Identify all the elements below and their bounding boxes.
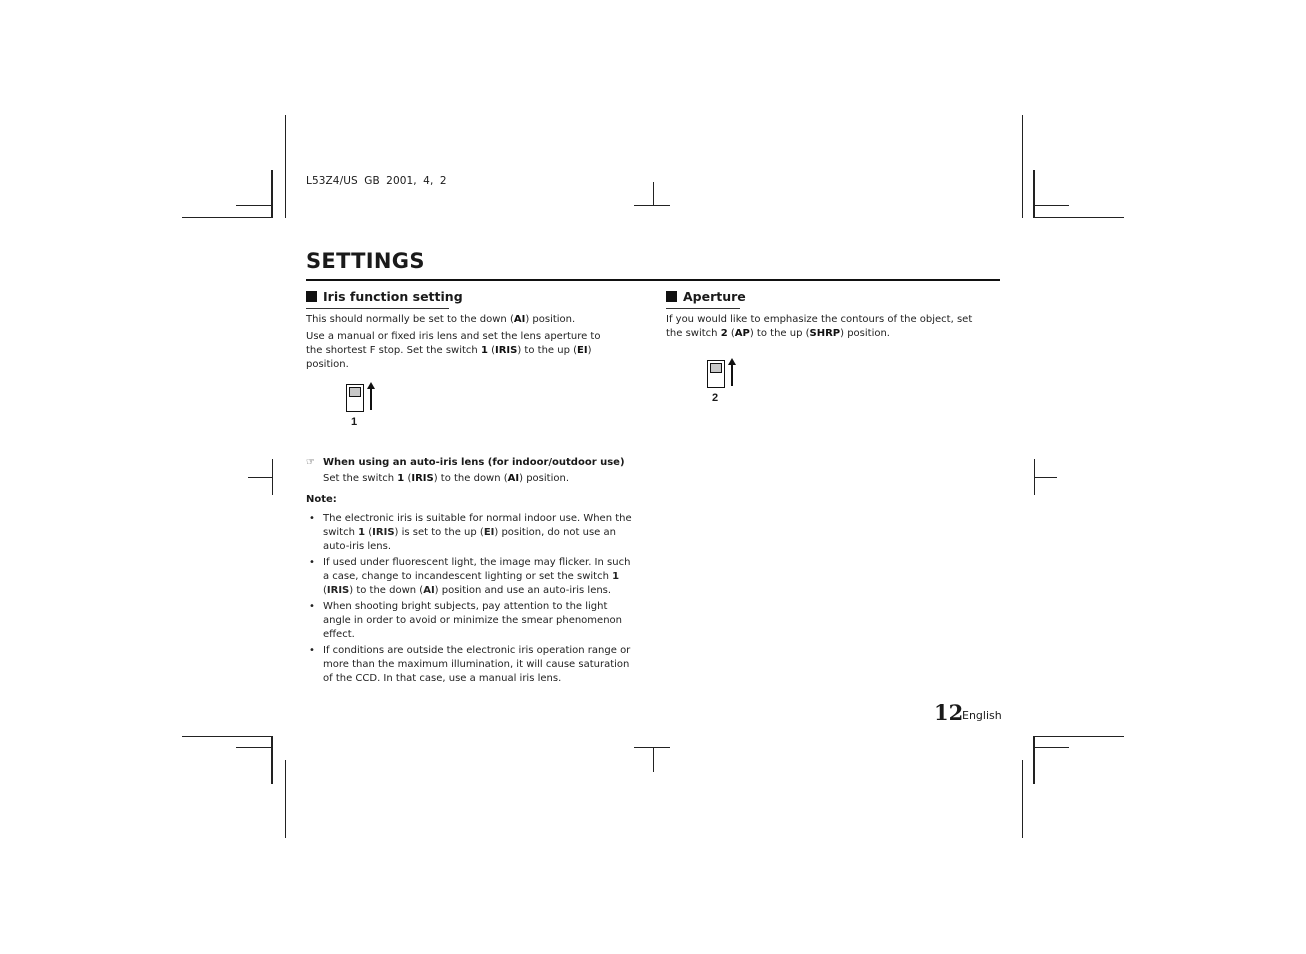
page-title: SETTINGS xyxy=(306,249,425,273)
crop-mark xyxy=(1033,170,1035,218)
iris-paragraph-2: Use a manual or fixed iris lens and set the lens aperture to the shortest F stop. Set the switch 1 (IRIS) to the up (EI) position. xyxy=(306,331,601,370)
crop-mark xyxy=(1022,115,1023,218)
bullet-icon: • xyxy=(309,601,315,612)
crop-mark xyxy=(285,760,286,838)
crop-mark xyxy=(271,170,273,218)
list-item: • If conditions are outside the electronic iris operation range or more than the maximum illumination, it will cause saturation of the CCD. In that case, use a manual iris lens. xyxy=(309,645,631,684)
bullet-icon: • xyxy=(309,557,315,568)
bullet-icon: • xyxy=(309,513,315,524)
up-arrow-icon xyxy=(370,386,372,410)
hint-heading: When using an auto-iris lens (for indoor/outdoor use) xyxy=(323,457,625,468)
list-item: • If used under fluorescent light, the image may flicker. In such a case, change to incandescent lighting or set the switch 1 (IRIS) to the down (AI) position and use an auto-iris lens. xyxy=(309,557,631,596)
crop-mark xyxy=(1033,736,1035,784)
registration-mark xyxy=(634,205,670,206)
list-item: • When shooting bright subjects, pay attention to the light angle in order to avoid or minimize the smear phenomenon effect. xyxy=(309,601,622,640)
switch-number-label: 2 xyxy=(712,392,719,404)
page-language: English xyxy=(962,709,1002,722)
list-item: • The electronic iris is suitable for normal indoor use. When the switch 1 (IRIS) is set to the up (EI) position, do not use an auto-iris lens. xyxy=(309,513,632,552)
bullet-icon: • xyxy=(309,645,315,656)
crop-mark xyxy=(271,736,273,784)
aperture-section-heading xyxy=(666,289,746,304)
registration-mark xyxy=(653,182,654,206)
crop-mark xyxy=(285,115,286,218)
note-heading: Note: xyxy=(306,494,337,505)
note-list xyxy=(306,512,638,688)
aperture-heading-text: Aperture xyxy=(683,289,746,304)
crop-mark xyxy=(236,747,272,748)
crop-mark xyxy=(1033,736,1124,737)
black-square-icon xyxy=(666,291,677,302)
crop-mark xyxy=(182,217,272,218)
iris-section-heading xyxy=(306,289,463,304)
crop-mark xyxy=(1033,217,1124,218)
title-rule xyxy=(306,279,1000,281)
switch-number-label: 1 xyxy=(351,416,358,428)
black-square-icon xyxy=(306,291,317,302)
iris-paragraph-1: This should normally be set to the down (AI) position. xyxy=(306,314,576,325)
crop-mark xyxy=(1033,205,1069,206)
iris-heading-text: Iris function setting xyxy=(323,289,463,304)
page-number: 12 xyxy=(934,700,964,725)
switch-knob-up xyxy=(710,363,722,373)
iris-heading-rule xyxy=(306,308,449,309)
switch-knob-up xyxy=(349,387,361,397)
registration-mark xyxy=(653,747,654,772)
registration-mark xyxy=(272,459,273,495)
crop-mark xyxy=(236,205,272,206)
hint-body: Set the switch 1 (IRIS) to the down (AI) position. xyxy=(323,473,569,484)
crop-mark xyxy=(1022,760,1023,838)
up-arrow-icon xyxy=(731,362,733,386)
aperture-heading-rule xyxy=(666,308,740,309)
crop-mark xyxy=(182,736,272,737)
registration-mark xyxy=(634,747,670,748)
crop-mark xyxy=(1033,747,1069,748)
pointing-hand-icon: ☞ xyxy=(306,457,315,468)
registration-mark xyxy=(1034,477,1057,478)
registration-mark xyxy=(248,477,272,478)
aperture-paragraph: If you would like to emphasize the contours of the object, set the switch 2 (AP) to the up (SHRP) position. xyxy=(666,314,973,339)
document-code: L53Z4/US GB 2001, 4, 2 xyxy=(306,175,447,187)
